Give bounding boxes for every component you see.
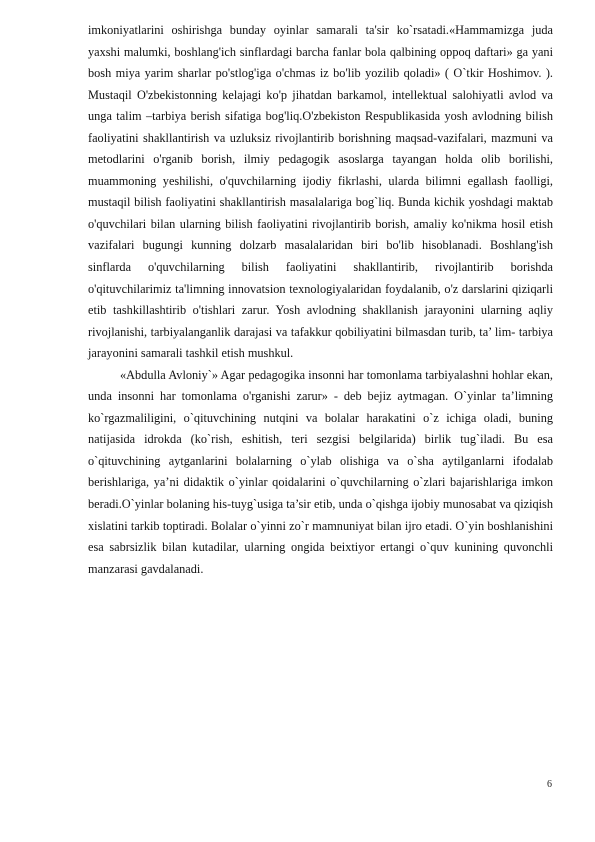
paragraph-1: imkoniyatlarini oshirishga bunday oyinlar samarali ta'sir ko`rsatadi.«Hammamizga juda yaxshi malumki, boshlang'ich sinflardagi barcha fanlar bola qalbining oppoq daftari» ga yani bosh miya yarim sharlar po'stlog'iga o'chmas iz bo'lib yozilib qoladi» ( O`tkir Hoshimov. ). Mustaqil O'zbekistonning kelajagi ko'p jihatdan barkamol, intellektual salohiyatli avlod va unga talim –tarbiya berish sifatiga bog'liq.O'zbekiston Respublikasida yosh avlodning bilish faoliyatini shakllantirish va uzluksiz rivojlantirib borishning maqsad-vazifalari, mazmuni va metodlarini o'rganib borish, ilmiy pedagogik asoslarga tayangan holda olib borilishi, muammoning yeshilishi, o'quvchilarning ijodiy fikrlashi, ularda bilimni egallash faolligi, mustaqil bilish faoliyatini shakllantirish masalalariga bog`liq. Bunda kichik yoshdagi maktab o'quvchilari bilan ularning bilish faoliyatini rivojlantirib borish, amaliy ko'nikma hosil etish vazifalari bugungi kunning dolzarb masalalaridan biri bo'lib hisoblanadi. Boshlang'ish sinflarda o'quvchilarning bilish faoliyatini shakllantirib, rivojlantirib borishda o'qituvchilarimiz ta'limning innovatsion texnologiyalaridan foydalanib, o'z darslarini qiziqarli etib tashkillashtirib o'tishlari zarur. Yosh avlodning shakllanish jarayonini ularning aqliy rivojlanishi, tarbiyalanganlik darajasi va tafakkur qobiliyatini bilmasdan turib, ta’ lim- tarbiya jarayonini samarali tashkil etish mushkul. xyxy=(88,23,553,361)
page-number: 6 xyxy=(547,779,552,790)
paragraph-2: «Abdulla Avloniy`» Agar pedagogika insonni har tomonlama tarbiyalashni hohlar ekan, unda insonni har tomonlama o'rganishi zarur» - deb bejiz aytmagan. O`yinlar ta’limning ko`rgazmaliligini, o`qituvchining nutqini va bolalar harakatini o`z ichiga oladi, buning natijasida idrokda (ko`rish, eshitish, teri sezgisi belgilarida) birlik tug`iladi. Bu esa o`qituvchining aytganlarini bolalarning o`ylab olishiga va o`sha aytilganlarni ifodalab berishlariga, ya’ni didaktik o`yinlar qoidalarini o`quvchilarning o`zlari bajarishlariga imkon beradi.O`yinlar bolaning his-tuyg`usiga ta’sir etib, unda o`qishga ijobiy munosabat va qiziqish xislatini tarkib toptiradi. Bolalar o`yinni zo`r mamnuniyat bilan ijro etadi. O`yin boshlanishini esa sabrsizlik bilan kutadilar, ularning ongida beixtiyor ertangi o`quv kunining quvonchli manzarasi gavdalanadi. xyxy=(88,367,553,576)
body-text xyxy=(88,20,553,580)
